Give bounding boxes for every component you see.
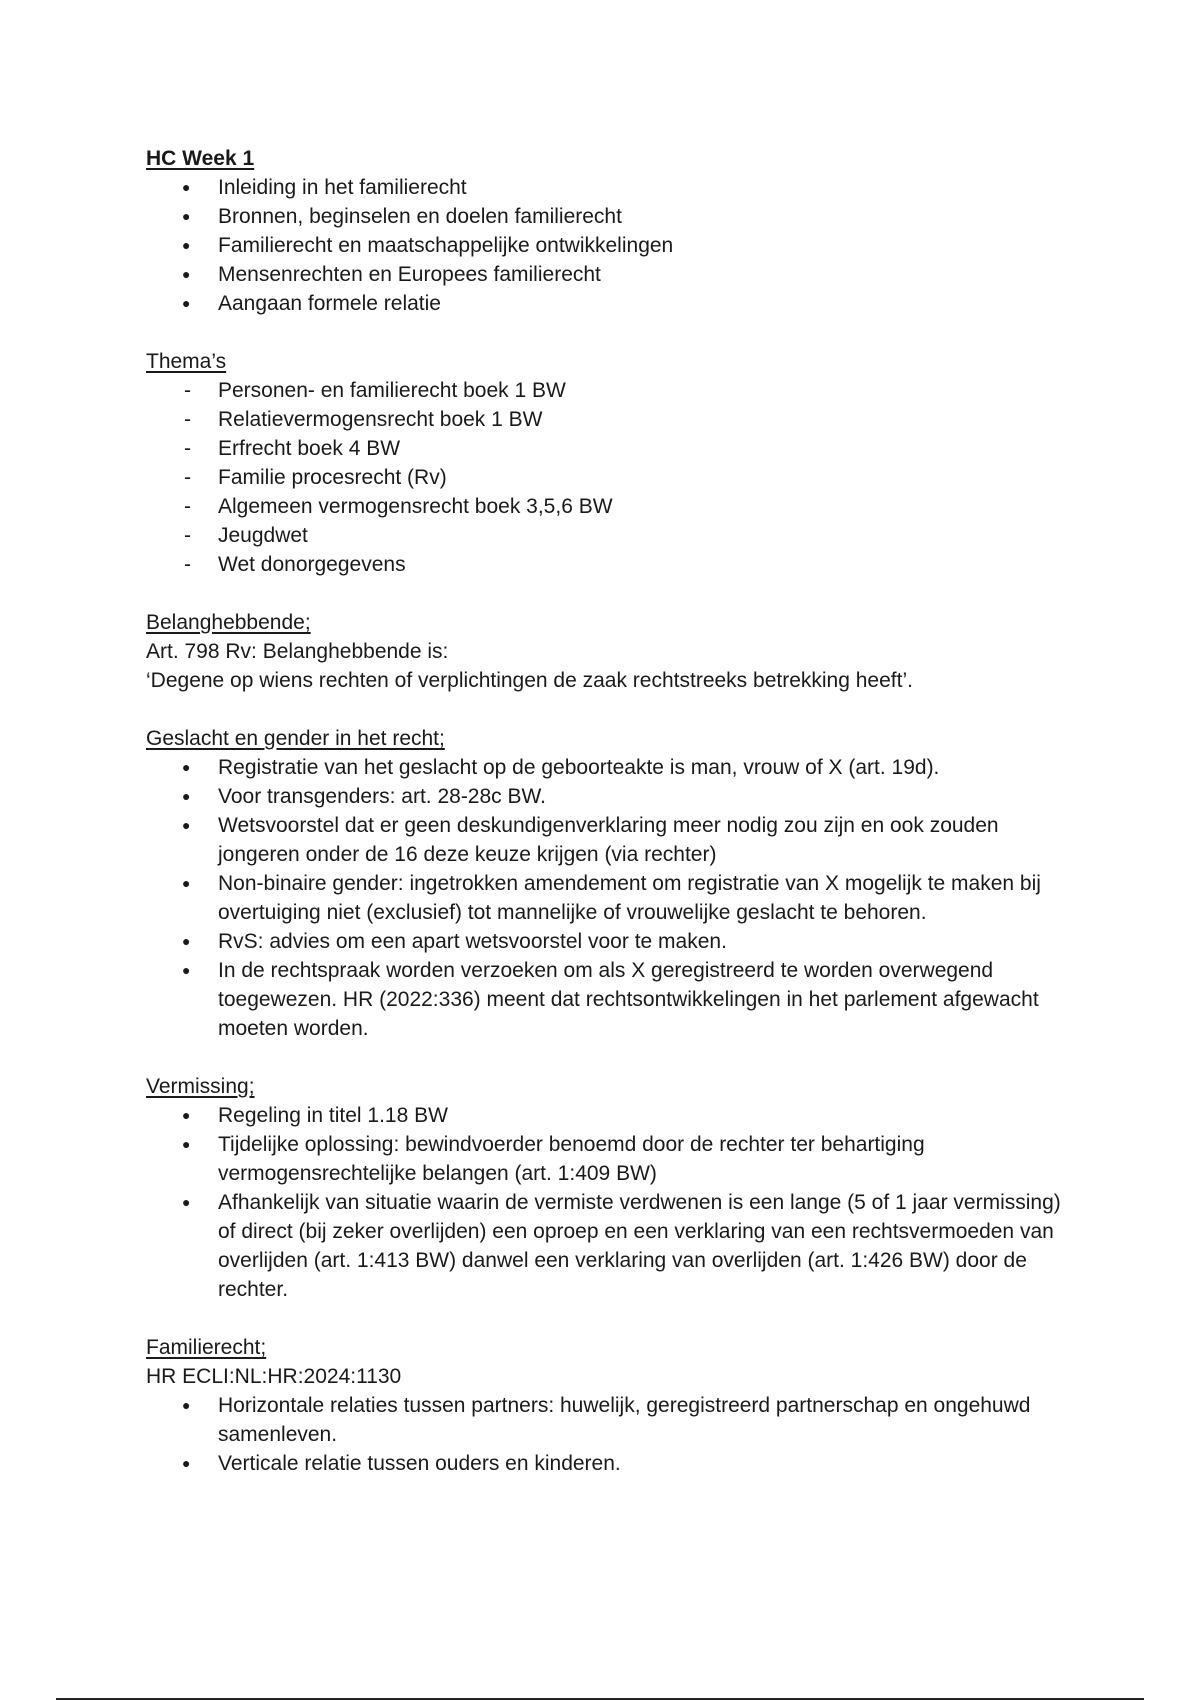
section-familierecht [146, 1333, 1076, 1478]
dash-list-themas [146, 376, 1076, 579]
list-item: - Personen- en familierecht boek 1 BW [146, 376, 1076, 405]
document-body [146, 144, 1076, 1507]
list-item: ● RvS: advies om een apart wetsvoorstel voor te maken. [146, 927, 1076, 956]
list-item: ● Wetsvoorstel dat er geen deskundigenverklaring meer nodig zou zijn en ook zouden jongeren onder de 16 deze keuze krijgen (via rechter) [146, 811, 1076, 869]
list-item: ● Verticale relatie tussen ouders en kinderen. [146, 1449, 1076, 1478]
list-item: ● Voor transgenders: art. 28-28c BW. [146, 782, 1076, 811]
paragraph-line: Art. 798 Rv: Belanghebbende is: [146, 640, 449, 663]
list-item: ● Aangaan formele relatie [146, 289, 1076, 318]
bullet-list-week [146, 173, 1076, 318]
list-item: - Erfrecht boek 4 BW [146, 434, 1076, 463]
list-item: ● In de rechtspraak worden verzoeken om als X geregistreerd te worden overwegend toegewezen. HR (2022:336) meent dat rechtsontwikkelingen in het parlement afgewacht moeten worden. [146, 956, 1076, 1043]
list-item: ● Afhankelijk van situatie waarin de vermiste verdwenen is een lange (5 of 1 jaar vermissing) of direct (bij zeker overlijden) een oproep en een verklaring van een rechtsvermoeden van overlijden (art. 1:413 BW) danwel een verklaring van overlijden (art. 1:426 BW) door de rechter. [146, 1188, 1076, 1304]
section-belanghebbende [146, 608, 1076, 695]
list-item: ● Regeling in titel 1.18 BW [146, 1101, 1076, 1130]
bullet-list-familierecht [146, 1391, 1076, 1478]
list-item: ● Non-binaire gender: ingetrokken amendement om registratie van X mogelijk te maken bij overtuiging niet (exclusief) tot mannelijke of vrouwelijke geslacht te behoren. [146, 869, 1076, 927]
section-themas [146, 347, 1076, 579]
list-item: - Wet donorgegevens [146, 550, 1076, 579]
section-title-vermissing: Vermissing; [146, 1075, 255, 1098]
list-item: ● Horizontale relaties tussen partners: huwelijk, geregistreerd partnerschap en ongehuwd samenleven. [146, 1391, 1076, 1449]
section-title-themas: Thema’s [146, 350, 227, 373]
section-title-familierecht: Familierecht; [146, 1336, 267, 1359]
bullet-list-geslacht [146, 753, 1076, 1043]
paragraph-line: ‘Degene op wiens rechten of verplichtingen de zaak rechtstreeks betrekking heeft’. [146, 669, 913, 692]
list-item: ● Bronnen, beginselen en doelen familierecht [146, 202, 1076, 231]
list-item: ● Inleiding in het familierecht [146, 173, 1076, 202]
list-item: ● Registratie van het geslacht op de geboorteakte is man, vrouw of X (art. 19d). [146, 753, 1076, 782]
list-item: - Algemeen vermogensrecht boek 3,5,6 BW [146, 492, 1076, 521]
section-title-belanghebbende: Belanghebbende; [146, 611, 311, 634]
paragraph-line: HR ECLI:NL:HR:2024:1130 [146, 1365, 402, 1388]
list-item: - Familie procesrecht (Rv) [146, 463, 1076, 492]
section-vermissing [146, 1072, 1076, 1304]
list-item: ● Mensenrechten en Europees familierecht [146, 260, 1076, 289]
section-title-week: HC Week 1 [146, 147, 255, 170]
list-item: ● Tijdelijke oplossing: bewindvoerder benoemd door de rechter ter behartiging vermogensrechtelijke belangen (art. 1:409 BW) [146, 1130, 1076, 1188]
list-item: ● Familierecht en maatschappelijke ontwikkelingen [146, 231, 1076, 260]
section-title-geslacht: Geslacht en gender in het recht; [146, 727, 445, 750]
list-item: - Relatievermogensrecht boek 1 BW [146, 405, 1076, 434]
section-week [146, 144, 1076, 318]
list-item: - Jeugdwet [146, 521, 1076, 550]
section-geslacht [146, 724, 1076, 1043]
bullet-list-vermissing [146, 1101, 1076, 1304]
